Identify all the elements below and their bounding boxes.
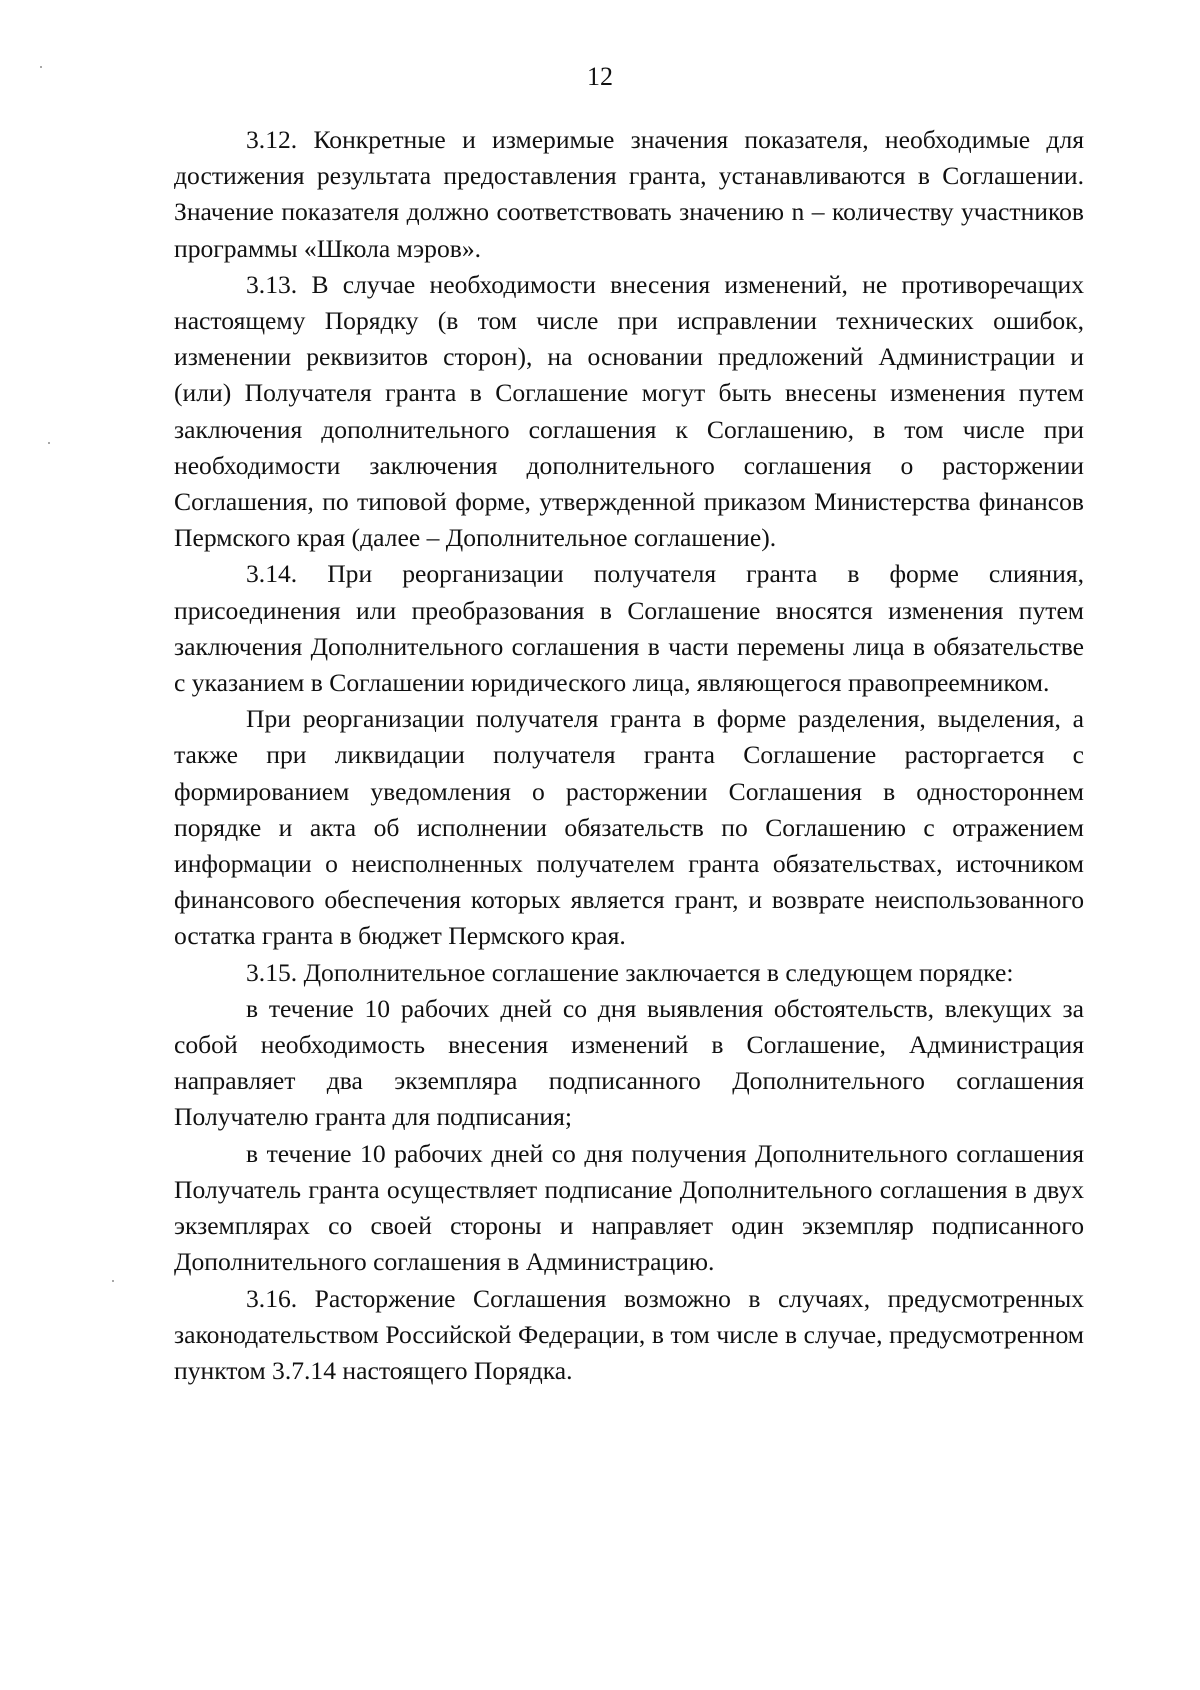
scan-speck bbox=[112, 1280, 114, 1282]
paragraph-administration-step: в течение 10 рабочих дней со дня выявления обстоятельств, влекущих за собой необходимость внесения изменений в Соглашение, Администрация направляет два экземпляра подписанного Дополнительного соглашения Получателю гранта для подписания; bbox=[174, 993, 1084, 1132]
paragraph-3-15: 3.15. Дополнительное соглашение заключается в следующем порядке: bbox=[246, 957, 1014, 987]
document-body bbox=[174, 122, 1084, 1389]
paragraph-3-12: 3.12. Конкретные и измеримые значения показателя, необходимые для достижения результата предоставления гранта, устанавливаются в Соглашении. Значение показателя должно соответствовать значению n – количеству участников программы «Школа мэров». bbox=[174, 125, 1084, 263]
paragraph-3-13: 3.13. В случае необходимости внесения изменений, не противоречащих настоящему Порядку (в том числе при исправлении технических ошибок, изменении реквизитов сторон), на основании предложений Администрации и (или) Получателя гранта в Соглашение могут быть внесены изменения путем заключения дополнительного соглашения к Соглашению, в том числе при необходимости заключения дополнительного соглашения о расторжении Соглашения, по типовой форме, утвержденной приказом Министерства финансов Пермского края (далее – Дополнительное соглашение). bbox=[174, 269, 1084, 553]
paragraph-3-14: 3.14. При реорганизации получателя гранта в форме слияния, присоединения или преобразования в Соглашение вносятся изменения путем заключения Дополнительного соглашения в части перемены лица в обязательстве с указанием в Соглашении юридического лица, являющегося правопреемником. bbox=[174, 559, 1084, 698]
paragraph-reorganization: При реорганизации получателя гранта в форме разделения, выделения, а также при ликвидации получателя гранта Соглашение расторгается с формированием уведомления о расторжении Соглашения в одностороннем порядке и акта об исполнении обязательств по Соглашению с отражением информации о неисполненных получателем гранта обязательствах, источником финансового обеспечения которых является грант, и возврате неиспользованного остатка гранта в бюджет Пермского края. bbox=[174, 704, 1084, 951]
scan-speck bbox=[48, 442, 50, 444]
paragraph-3-16: 3.16. Расторжение Соглашения возможно в случаях, предусмотренных законодательством Российской Федерации, в том числе в случае, предусмотренном пунктом 3.7.14 настоящего Порядка. bbox=[174, 1283, 1084, 1385]
paragraph-recipient-step: в течение 10 рабочих дней со дня получения Дополнительного соглашения Получатель гранта осуществляет подписание Дополнительного соглашения в двух экземплярах со своей стороны и направляет один экземпляр подписанного Дополнительного соглашения в Администрацию. bbox=[174, 1138, 1084, 1277]
page-number: 12 bbox=[587, 62, 613, 91]
scan-speck bbox=[40, 66, 42, 68]
